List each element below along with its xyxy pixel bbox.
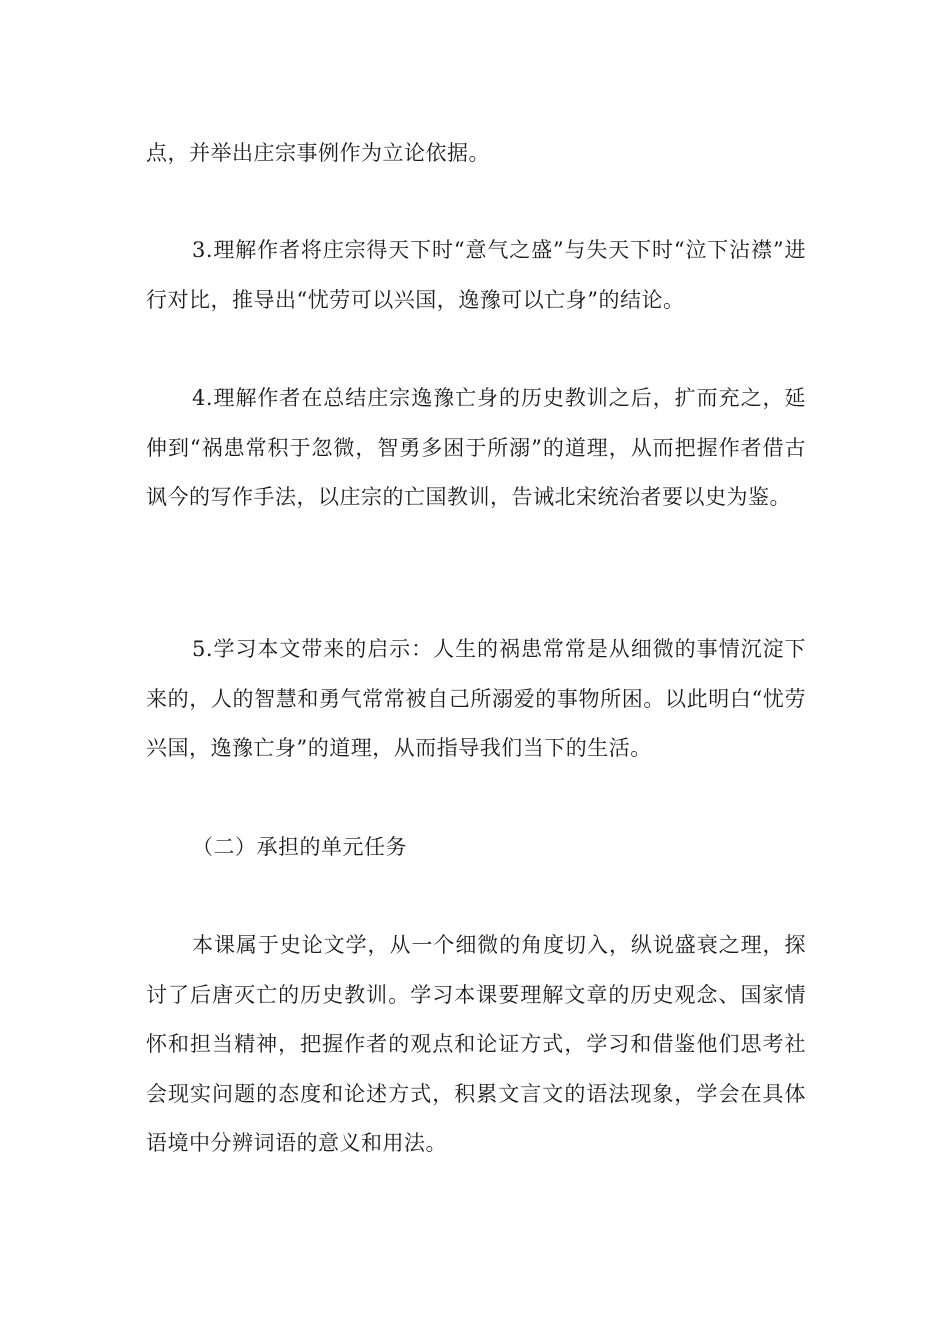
paragraph-item-3: 3.理解作者将庄宗得天下时“意气之盛”与失天下时“泣下沾襟”进行对比，推导出“忧劳可以兴国，逸豫可以亡身”的结论。 bbox=[146, 238, 806, 312]
paragraph-unit-task: 本课属于史论文学，从一个细微的角度切入，纵说盛衰之理，探讨了后唐灭亡的历史教训。学习本课要理解文章的历史观念、国家情怀和担当精神，把握作者的观点和论证方式，学习和借鉴他们思考社会现实问题的态度和论述方式，积累文言文的语法现象，学会在具体语境中分辨词语的意义和用法。 bbox=[146, 933, 806, 1155]
paragraph-item-4: 4.理解作者在总结庄宗逸豫亡身的历史教训之后，扩而充之，延伸到“祸患常积于忽微，智勇多困于所溺”的道理，从而把握作者借古讽今的写作手法，以庄宗的亡国教训，告诫北宋统治者要以史为鉴。 bbox=[146, 386, 806, 509]
paragraph-item-5: 5.学习本文带来的启示：人生的祸患常常是从细微的事情沉淀下来的，人的智慧和勇气常常被自己所溺爱的事物所困。以此明白“忧劳兴国，逸豫亡身”的道理，从而指导我们当下的生活。 bbox=[146, 637, 806, 760]
section-heading: （二）承担的单元任务 bbox=[192, 835, 407, 859]
paragraph-continuation: 点，并举出庄宗事例作为立论依据。 bbox=[146, 141, 490, 165]
